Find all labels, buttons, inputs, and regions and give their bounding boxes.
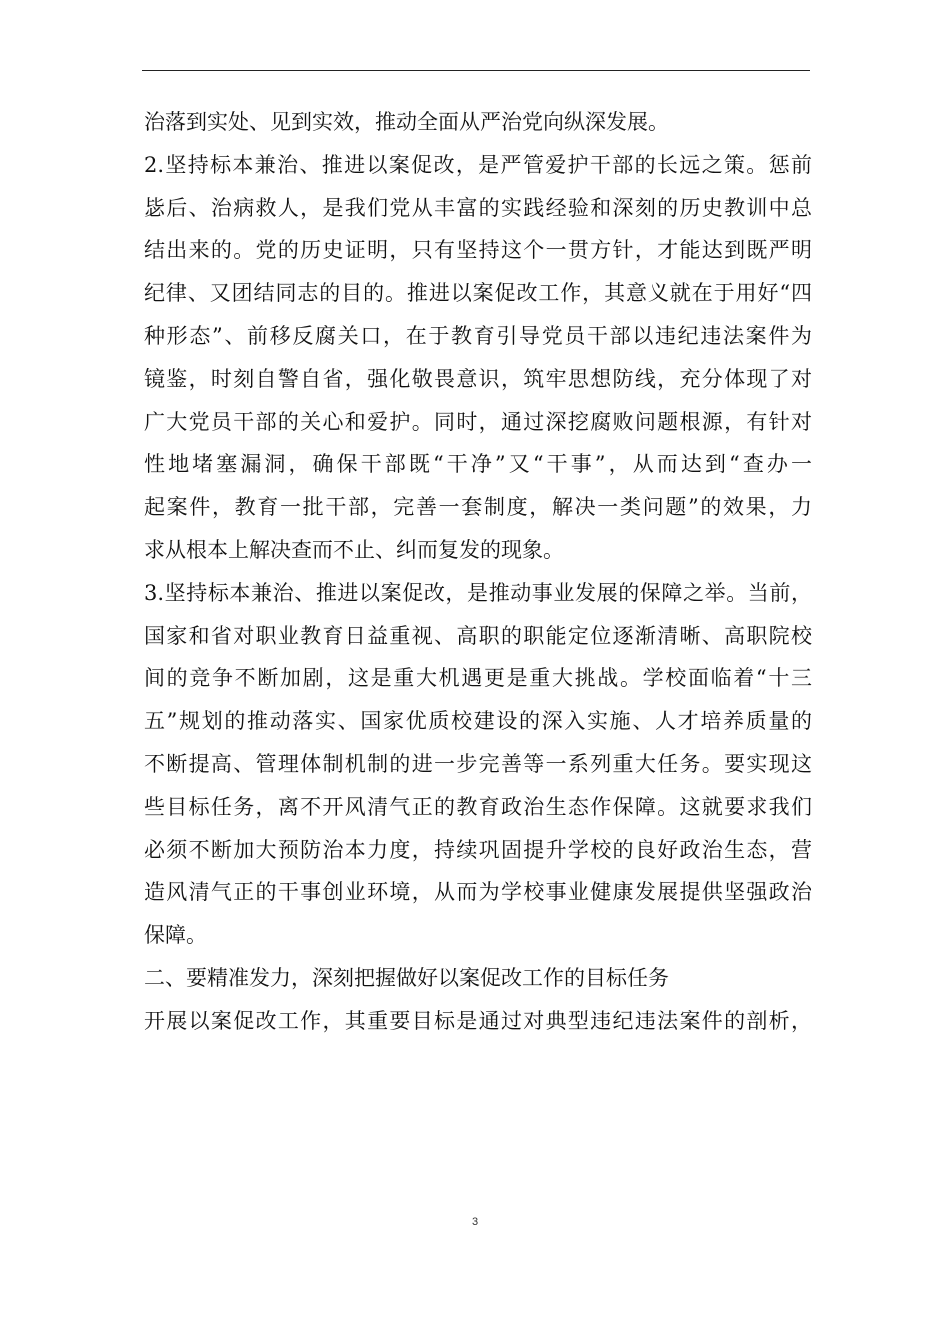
text-line: 广大党员干部的关心和爱护。同时，通过深挖腐败问题根源，有针对 bbox=[144, 409, 812, 434]
text-line: 保障。 bbox=[144, 923, 207, 948]
text-line: 必须不断加大预防治本力度，持续巩固提升学校的良好政治生态，营 bbox=[144, 837, 812, 862]
text-line: 种形态”、前移反腐关口，在于教育引导党员干部以违纪违法案件为 bbox=[144, 323, 812, 348]
text-line: 性地堵塞漏洞，确保干部既“干净”又“干事”，从而达到“查办一 bbox=[144, 452, 812, 477]
text-line: 国家和省对职业教育日益重视、高职的职能定位逐渐清晰、高职院校 bbox=[144, 623, 812, 648]
text-line: 2.坚持标本兼治、推进以案促改，是严管爱护干部的长远之策。惩前 bbox=[144, 152, 812, 177]
text-line: 造风清气正的干事创业环境，从而为学校事业健康发展提供坚强政治 bbox=[144, 880, 812, 905]
header-rule bbox=[142, 70, 810, 71]
text-line: 不断提高、管理体制机制的进一步完善等一系列重大任务。要实现这 bbox=[144, 751, 812, 776]
text-line: 结出来的。党的历史证明，只有坚持这个一贯方针，才能达到既严明 bbox=[144, 238, 812, 263]
text-line: 毖后、治病救人，是我们党从丰富的实践经验和深刻的历史教训中总 bbox=[144, 195, 812, 220]
text-line: 治落到实处、见到实效，推动全面从严治党向纵深发展。 bbox=[144, 110, 669, 134]
text-line: 二、要精准发力，深刻把握做好以案促改工作的目标任务 bbox=[144, 965, 669, 990]
page-number: 3 bbox=[471, 1216, 479, 1228]
text-line: 镜鉴，时刻自警自省，强化敬畏意识，筑牢思想防线，充分体现了对 bbox=[144, 366, 812, 391]
text-line: 起案件，教育一批干部，完善一套制度，解决一类问题”的效果，力 bbox=[144, 495, 812, 520]
text-line: 间的竞争不断加剧，这是重大机遇更是重大挑战。学校面临着“十三 bbox=[144, 666, 812, 691]
text-line: 纪律、又团结同志的目的。推进以案促改工作，其意义就在于用好“四 bbox=[144, 281, 812, 306]
text-line: 求从根本上解决查而不止、纠而复发的现象。 bbox=[144, 537, 564, 562]
text-line: 3.坚持标本兼治、推进以案促改，是推动事业发展的保障之举。当前， bbox=[144, 580, 812, 605]
document-body bbox=[144, 101, 812, 1043]
text-line: 五”规划的推动落实、国家优质校建设的深入实施、人才培养质量的 bbox=[144, 709, 812, 734]
text-line: 些目标任务，离不开风清气正的教育政治生态作保障。这就要求我们 bbox=[144, 794, 812, 819]
text-line: 开展以案促改工作，其重要目标是通过对典型违纪违法案件的剖析， bbox=[144, 1008, 812, 1033]
